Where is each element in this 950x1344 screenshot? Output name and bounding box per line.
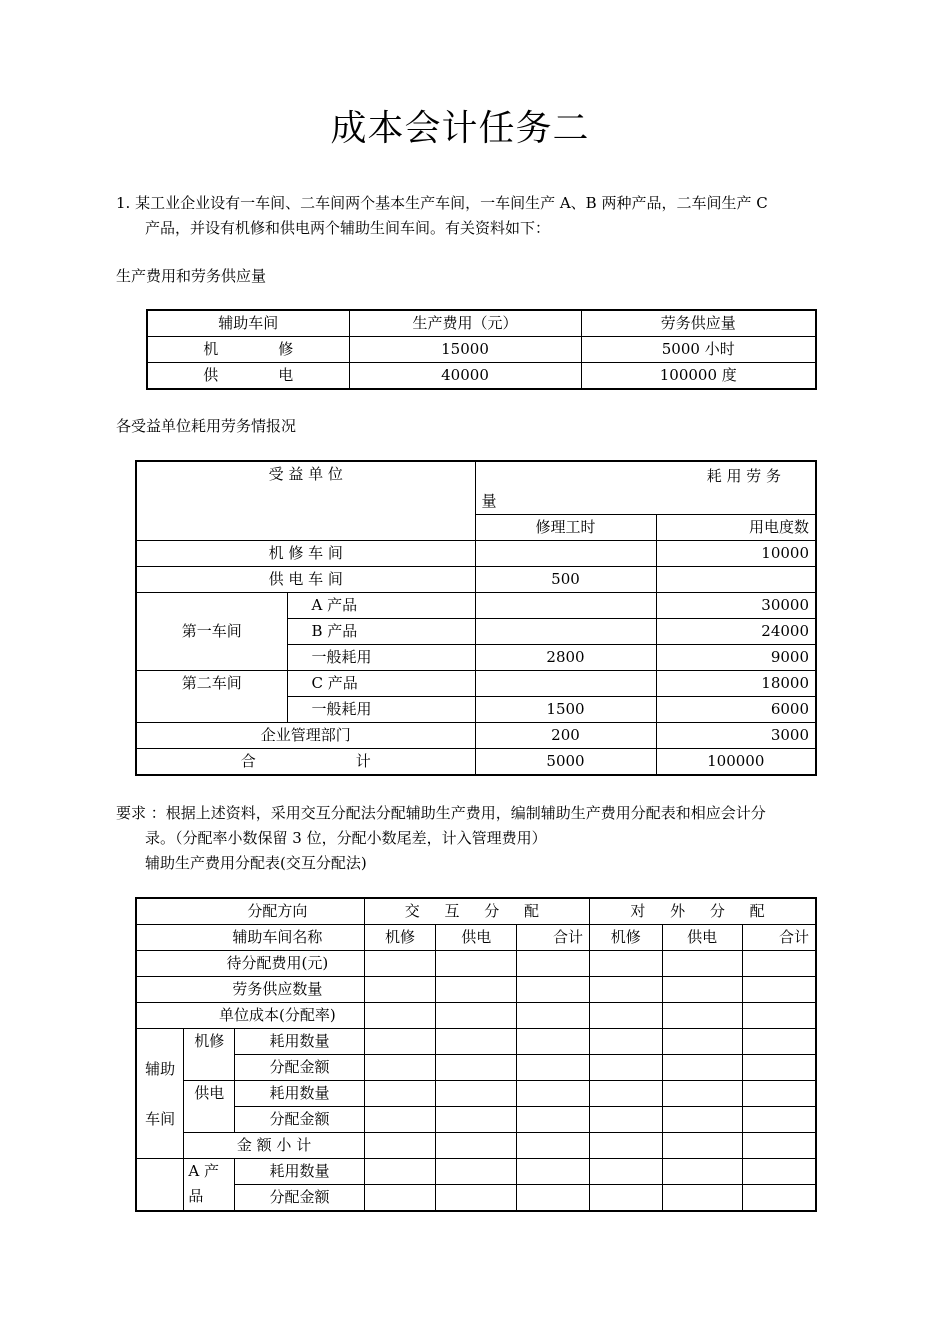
row-label: C 产品 [287, 671, 475, 697]
table-row [136, 593, 816, 619]
row-repair: 1500 [475, 697, 656, 723]
table2-caption: 各受益单位耗用劳务情报况 [116, 417, 297, 435]
cell [742, 1133, 816, 1159]
cell [436, 977, 517, 1003]
a-product-label: A 产 品 [184, 1159, 235, 1212]
row-repair [475, 541, 656, 567]
cell [436, 1003, 517, 1029]
cell [662, 1185, 742, 1212]
header-usage: 耗 用 劳 务 量 [475, 461, 816, 515]
table-row [136, 1081, 816, 1107]
cell [662, 1029, 742, 1055]
header-direction: 分配方向 [136, 898, 364, 925]
cell [517, 1159, 590, 1185]
row-label: 分配金额 [235, 1185, 365, 1212]
table-row [136, 1159, 816, 1185]
row-label: A 产品 [287, 593, 475, 619]
aux-workshop-label: 辅助 车间 [136, 1029, 184, 1159]
row-supply: 100000 度 [581, 363, 816, 390]
cell [742, 1029, 816, 1055]
table-row [147, 363, 816, 390]
row-repair [475, 593, 656, 619]
cell [517, 977, 590, 1003]
cell [364, 951, 435, 977]
cell [436, 1081, 517, 1107]
cell [662, 1003, 742, 1029]
row-cost: 15000 [349, 337, 581, 363]
row-label: 单位成本(分配率) [136, 1003, 364, 1029]
cell [589, 1107, 662, 1133]
table-row [136, 1055, 816, 1081]
row-label: 分配金额 [235, 1055, 365, 1081]
row-label: 企业管理部门 [136, 723, 475, 749]
cell [662, 1081, 742, 1107]
allocation-table [135, 897, 817, 1212]
total-power: 100000 [656, 749, 816, 776]
workshop-1-label: 第一车间 [136, 593, 287, 671]
table-row [147, 337, 816, 363]
cell [364, 1055, 435, 1081]
table-row [136, 567, 816, 593]
row-label: 待分配费用(元) [136, 951, 364, 977]
cell [364, 1159, 435, 1185]
col-total: 合计 [742, 925, 816, 951]
cell [589, 951, 662, 977]
cell [436, 951, 517, 977]
header-interactive: 交 互 分 配 [364, 898, 589, 925]
table-row [136, 1029, 816, 1055]
requirement-line-1: 要求 ：根据上述资料，采用交互分配法分配辅助生产费用，编制辅助生产费用分配表和相应会计分 [116, 804, 766, 822]
total-repair: 5000 [475, 749, 656, 776]
table-row [136, 1003, 816, 1029]
row-label: B 产品 [287, 619, 475, 645]
intro-line-1: 1. 某工业企业设有一车间、二车间两个基本生产车间，一车间生产 A、B 两种产品，二车间生产 C [116, 194, 768, 212]
gongdian-label: 供电 [184, 1081, 235, 1133]
row-power: 18000 [656, 671, 816, 697]
cell [742, 1185, 816, 1212]
row-power: 3000 [656, 723, 816, 749]
cell [517, 1029, 590, 1055]
cell [662, 1107, 742, 1133]
table-row [136, 671, 816, 697]
total-label: 合 计 [136, 749, 475, 776]
cell [364, 1003, 435, 1029]
header-repair-hours: 修理工时 [475, 515, 656, 541]
row-label: 供 电 车 间 [136, 567, 475, 593]
subtotal-label: 金 额 小 计 [184, 1133, 364, 1159]
cell [662, 1055, 742, 1081]
cell [136, 1159, 184, 1212]
jixiu-label: 机修 [184, 1029, 235, 1081]
header-cost: 生产费用（元） [349, 310, 581, 337]
total-row [136, 749, 816, 776]
cell [742, 977, 816, 1003]
header-aux-workshop: 辅助车间 [147, 310, 349, 337]
cell [589, 1159, 662, 1185]
cell [436, 1185, 517, 1212]
row-label: 耗用数量 [235, 1081, 365, 1107]
cell [742, 1159, 816, 1185]
cell [742, 1081, 816, 1107]
row-power: 9000 [656, 645, 816, 671]
table-row [136, 1133, 816, 1159]
table-row [136, 951, 816, 977]
cell [364, 1133, 435, 1159]
row-power: 30000 [656, 593, 816, 619]
cost-supply-table [146, 309, 817, 390]
table-row [136, 1107, 816, 1133]
requirement-line-2: 录。（分配率小数保留 3 位，分配小数尾差，计入管理费用） [145, 829, 547, 847]
col-total: 合计 [517, 925, 590, 951]
table-row [136, 1185, 816, 1212]
header-supply: 劳务供应量 [581, 310, 816, 337]
col-jixiu: 机修 [364, 925, 435, 951]
intro-line-2: 产品，并设有机修和供电两个辅助生间车间。有关资料如下： [145, 219, 551, 237]
table-header-row [147, 310, 816, 337]
cell [517, 1133, 590, 1159]
cell [589, 1029, 662, 1055]
workshop-2-label: 第二车间 [136, 671, 287, 723]
row-power: 6000 [656, 697, 816, 723]
cell [517, 1003, 590, 1029]
cell [589, 1055, 662, 1081]
row-power: 10000 [656, 541, 816, 567]
cell [436, 1107, 517, 1133]
cell [662, 951, 742, 977]
cell [742, 1003, 816, 1029]
table-subheader-row [136, 925, 816, 951]
col-gongdian: 供电 [662, 925, 742, 951]
cell [662, 977, 742, 1003]
cell [517, 1055, 590, 1081]
cell [742, 951, 816, 977]
table1-caption: 生产费用和劳务供应量 [116, 267, 267, 285]
col-jixiu: 机修 [589, 925, 662, 951]
header-power-units: 用电度数 [656, 515, 816, 541]
cell [364, 1029, 435, 1055]
cell [517, 1081, 590, 1107]
row-label: 劳务供应数量 [136, 977, 364, 1003]
cell [517, 1107, 590, 1133]
header-external: 对 外 分 配 [589, 898, 816, 925]
cell [589, 977, 662, 1003]
cell [742, 1107, 816, 1133]
cell [662, 1159, 742, 1185]
cell [436, 1133, 517, 1159]
cell [589, 1185, 662, 1212]
cell [436, 1055, 517, 1081]
table-row [136, 977, 816, 1003]
table-row [136, 723, 816, 749]
header-unit: 受 益 单 位 [136, 461, 475, 541]
row-label: 耗用数量 [235, 1029, 365, 1055]
row-repair: 2800 [475, 645, 656, 671]
cell [364, 1107, 435, 1133]
row-repair [475, 671, 656, 697]
row-repair: 200 [475, 723, 656, 749]
table3-caption: 辅助生产费用分配表(交互分配法) [145, 854, 367, 872]
row-cost: 40000 [349, 363, 581, 390]
cell [589, 1133, 662, 1159]
row-label: 机 修 车 间 [136, 541, 475, 567]
row-repair [475, 619, 656, 645]
header-aux-name: 辅助车间名称 [136, 925, 364, 951]
cell [742, 1055, 816, 1081]
cell [662, 1133, 742, 1159]
row-label: 耗用数量 [235, 1159, 365, 1185]
row-power [656, 567, 816, 593]
table-header-row [136, 461, 816, 515]
row-name: 机 修 [147, 337, 349, 363]
cell [589, 1003, 662, 1029]
cell [517, 951, 590, 977]
cell [364, 977, 435, 1003]
row-label: 一般耗用 [287, 697, 475, 723]
cell [364, 1185, 435, 1212]
cell [436, 1159, 517, 1185]
col-gongdian: 供电 [436, 925, 517, 951]
cell [436, 1029, 517, 1055]
row-name: 供 电 [147, 363, 349, 390]
cell [589, 1081, 662, 1107]
table-header-row [136, 898, 816, 925]
row-supply: 5000 小时 [581, 337, 816, 363]
cell [517, 1185, 590, 1212]
beneficiary-usage-table [135, 460, 817, 776]
row-repair: 500 [475, 567, 656, 593]
cell [364, 1081, 435, 1107]
row-label: 一般耗用 [287, 645, 475, 671]
row-power: 24000 [656, 619, 816, 645]
table-row [136, 541, 816, 567]
page-title: 成本会计任务二 [330, 108, 590, 149]
row-label: 分配金额 [235, 1107, 365, 1133]
